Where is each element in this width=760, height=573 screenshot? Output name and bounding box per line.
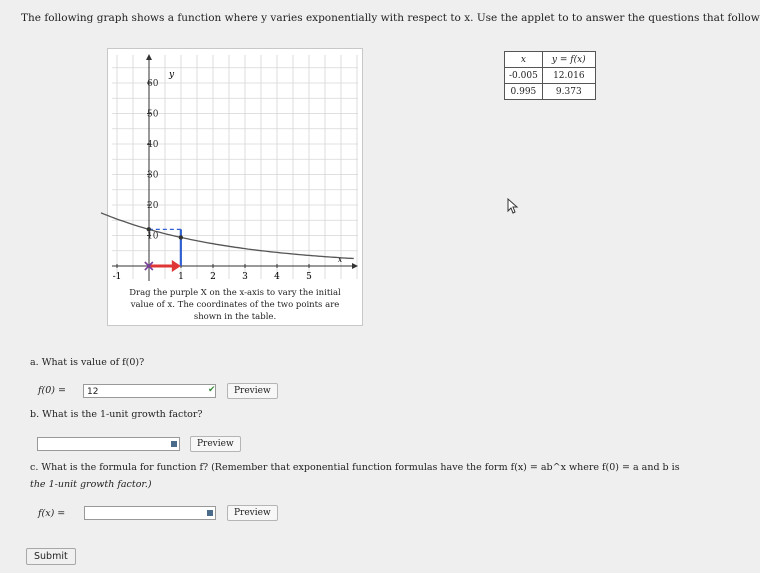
x-tick-label: 4 xyxy=(274,272,280,282)
y-tick-label: 30 xyxy=(147,170,159,181)
y-axis-label: y xyxy=(169,70,175,80)
answer-b-input[interactable] xyxy=(37,437,180,451)
y-tick-label: 10 xyxy=(147,231,159,242)
table-cell: 12.016 xyxy=(542,68,595,84)
preview-b-button[interactable]: Preview xyxy=(190,436,241,452)
y-tick-label: 20 xyxy=(147,201,159,211)
x-tick-label: 2 xyxy=(210,272,216,282)
table-header-x: x xyxy=(520,54,526,65)
caption-line: value of x. The coordinates of the two points are xyxy=(130,300,340,310)
graph-caption xyxy=(108,287,362,323)
caption-line: shown in the table. xyxy=(193,312,277,322)
y-tick-label: 50 xyxy=(147,109,159,120)
coordinates-table xyxy=(504,51,596,100)
mouse-cursor-icon xyxy=(507,198,519,214)
checkmark-icon: ✔ xyxy=(208,385,216,395)
preview-c-button[interactable]: Preview xyxy=(227,505,278,521)
question-a-text: a. What is value of f(0)? xyxy=(30,357,145,368)
table-header-y: y = f(x) xyxy=(551,54,586,65)
red-arrow-head-icon xyxy=(172,260,181,272)
graph-applet[interactable] xyxy=(107,48,363,326)
x-axis-label: x xyxy=(337,255,343,264)
table-row xyxy=(505,68,596,84)
submit-button[interactable]: Submit xyxy=(26,548,76,565)
answer-a-input[interactable]: 12 xyxy=(83,384,216,398)
table-cell: 0.995 xyxy=(505,84,543,100)
table-header-row xyxy=(505,52,596,68)
question-c-text-continued: the 1-unit growth factor.) xyxy=(30,479,152,490)
table-cell: 9.373 xyxy=(542,84,595,100)
table-row xyxy=(505,84,596,100)
question-b-text: b. What is the 1-unit growth factor? xyxy=(30,409,203,420)
preview-a-button[interactable]: Preview xyxy=(227,383,278,399)
answer-c-input[interactable] xyxy=(84,506,216,520)
y-tick-label: 40 xyxy=(147,140,159,150)
point-b xyxy=(179,235,183,239)
tick-labels xyxy=(113,70,343,282)
intro-text: The following graph shows a function where y varies exponentially with respect to x. Use the applet to to answer the questions that follow xyxy=(21,12,760,24)
table-cell: -0.005 xyxy=(505,68,543,84)
x-tick-label: 5 xyxy=(306,272,312,282)
exponential-graph[interactable] xyxy=(108,49,362,289)
x-tick-label: 3 xyxy=(242,272,248,282)
point-a xyxy=(147,227,151,231)
y-tick-label: 60 xyxy=(147,79,159,89)
x-tick-label: 1 xyxy=(178,272,184,282)
caption-line: Drag the purple X on the x-axis to vary the initial xyxy=(129,288,341,298)
question-c-label: f(x) = xyxy=(38,508,66,519)
question-a-label: f(0) = xyxy=(38,385,66,396)
y-axis-arrow-icon xyxy=(146,54,152,60)
x-tick-label: -1 xyxy=(112,272,122,282)
question-c-text: c. What is the formula for function f? (Remember that exponential function formulas have the form f(x) = ab^x where f(0) = a and b is xyxy=(30,462,680,473)
status-square-icon xyxy=(171,441,177,447)
status-square-icon xyxy=(207,510,213,516)
